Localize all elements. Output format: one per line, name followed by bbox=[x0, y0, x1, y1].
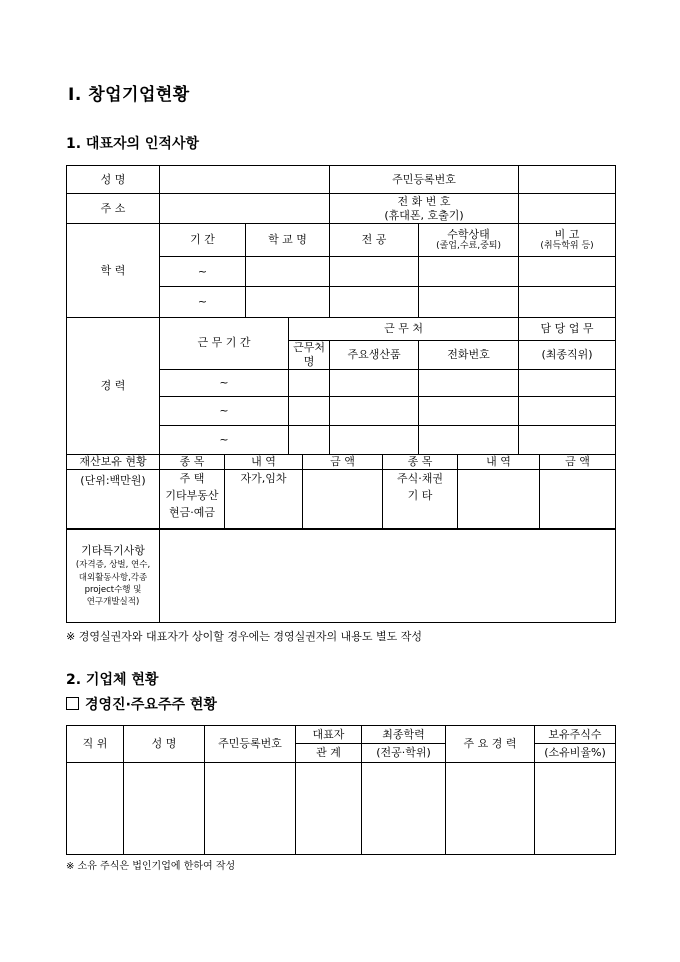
edu-col-status-text: 수학상태 bbox=[447, 227, 490, 241]
assets-table bbox=[66, 454, 616, 529]
career-duty-field[interactable] bbox=[519, 425, 616, 454]
phone-field[interactable] bbox=[519, 194, 616, 224]
edu-status-field[interactable] bbox=[419, 287, 519, 318]
assets-col-detail-left: 내 역 bbox=[225, 455, 303, 470]
mgmt-col-education: 최종학력 bbox=[362, 726, 446, 744]
mgmt-col-education-sub: (전공·학위) bbox=[362, 744, 446, 763]
career-col-workplace: 근 무 처 bbox=[289, 318, 519, 341]
edu-col-note-sub: (취득학위 등) bbox=[540, 241, 594, 252]
career-col-period: 근 무 기 간 bbox=[160, 318, 289, 370]
address-label: 주 소 bbox=[67, 194, 160, 224]
company-heading: 2. 기업체 현황 bbox=[66, 672, 159, 688]
assets-col-amount-left: 금 액 bbox=[303, 455, 383, 470]
rep-footnote: ※ 경영실권자와 대표자가 상이할 경우에는 경영실권자의 내용도 별도 작성 bbox=[66, 630, 422, 643]
assets-col-item-left: 종 목 bbox=[160, 455, 225, 470]
edu-status-field[interactable] bbox=[419, 257, 519, 287]
phone-label bbox=[330, 194, 519, 224]
other-label: 기타특기사항 bbox=[81, 543, 145, 557]
asset-item-other-real-estate: 기타부동산 bbox=[165, 489, 219, 502]
career-company-field[interactable] bbox=[289, 369, 330, 396]
edu-period-field[interactable]: ~ bbox=[160, 287, 246, 318]
id-field[interactable] bbox=[519, 166, 616, 194]
career-period-field[interactable]: ~ bbox=[160, 425, 289, 454]
career-phone-field[interactable] bbox=[419, 369, 519, 396]
edu-col-status bbox=[419, 224, 519, 257]
representative-table bbox=[66, 165, 616, 455]
mgmt-col-career: 주 요 경 력 bbox=[446, 726, 535, 763]
mgmt-id-field[interactable] bbox=[205, 763, 296, 855]
mgmt-position-field[interactable] bbox=[67, 763, 124, 855]
other-detail-line: (자격증, 상벌, 연수, bbox=[75, 560, 151, 571]
asset-item-stocks-bonds: 주식·채권 bbox=[396, 472, 443, 485]
assets-left-detail[interactable] bbox=[225, 470, 303, 529]
career-col-product: 주요생산품 bbox=[330, 341, 419, 370]
other-detail-line: 연구개발실적) bbox=[86, 597, 140, 608]
mgmt-col-shares: 보유주식수 bbox=[535, 726, 616, 744]
edu-col-status-sub: (졸업,수료,중퇴) bbox=[436, 241, 501, 252]
assets-col-detail-right: 내 역 bbox=[458, 455, 540, 470]
career-product-field[interactable] bbox=[330, 425, 419, 454]
career-col-duty: 담 당 업 무 bbox=[519, 318, 616, 341]
assets-left-items bbox=[160, 470, 225, 529]
section-title: Ⅰ. 창업기업현황 bbox=[68, 85, 190, 105]
career-label: 경 력 bbox=[67, 318, 160, 455]
education-label: 학 력 bbox=[67, 224, 160, 318]
asset-item-other: 기 타 bbox=[407, 489, 433, 502]
edu-note-field[interactable] bbox=[519, 287, 616, 318]
mgmt-shares-field[interactable] bbox=[535, 763, 616, 855]
address-field[interactable] bbox=[160, 194, 330, 224]
assets-unit: (단위:백만원) bbox=[67, 470, 160, 529]
career-col-phone: 전화번호 bbox=[419, 341, 519, 370]
mgmt-education-field[interactable] bbox=[362, 763, 446, 855]
name-label: 성 명 bbox=[67, 166, 160, 194]
company-footnote: ※ 소유 주식은 법인기업에 한하여 작성 bbox=[66, 861, 236, 872]
career-phone-field[interactable] bbox=[419, 425, 519, 454]
edu-col-school: 학 교 명 bbox=[246, 224, 330, 257]
career-duty-field[interactable] bbox=[519, 369, 616, 396]
career-company-field[interactable] bbox=[289, 396, 330, 425]
assets-left-amount[interactable] bbox=[303, 470, 383, 529]
mgmt-col-shares-sub: (소유비율%) bbox=[535, 744, 616, 763]
assets-right-amount[interactable] bbox=[540, 470, 616, 529]
name-field[interactable] bbox=[160, 166, 330, 194]
other-label-cell bbox=[67, 530, 160, 623]
edu-note-field[interactable] bbox=[519, 257, 616, 287]
assets-label: 재산보유 현황 bbox=[67, 455, 160, 470]
edu-col-note-text: 비 고 bbox=[554, 227, 580, 241]
career-company-field[interactable] bbox=[289, 425, 330, 454]
career-period-field[interactable]: ~ bbox=[160, 369, 289, 396]
assets-col-amount-right: 금 액 bbox=[540, 455, 616, 470]
mgmt-col-name: 성 명 bbox=[124, 726, 205, 763]
career-period-field[interactable]: ~ bbox=[160, 396, 289, 425]
edu-school-field[interactable] bbox=[246, 287, 330, 318]
company-subheading-wrap bbox=[66, 694, 217, 714]
company-subheading: 경영진·주요주주 현황 bbox=[85, 697, 217, 713]
edu-major-field[interactable] bbox=[330, 257, 419, 287]
other-table bbox=[66, 529, 616, 623]
phone-label-sub: (휴대폰, 호출기) bbox=[384, 208, 464, 222]
mgmt-col-position: 직 위 bbox=[67, 726, 124, 763]
career-duty-field[interactable] bbox=[519, 396, 616, 425]
edu-col-period: 기 간 bbox=[160, 224, 246, 257]
rep-heading: 1. 대표자의 인적사항 bbox=[66, 136, 199, 152]
career-phone-field[interactable] bbox=[419, 396, 519, 425]
management-table bbox=[66, 725, 616, 855]
assets-col-item-right: 종 목 bbox=[383, 455, 458, 470]
mgmt-career-field[interactable] bbox=[446, 763, 535, 855]
mgmt-name-field[interactable] bbox=[124, 763, 205, 855]
other-detail-line: project수행 및 bbox=[84, 584, 142, 595]
mgmt-col-relation-sub: 관 계 bbox=[296, 744, 362, 763]
career-product-field[interactable] bbox=[330, 369, 419, 396]
edu-col-major: 전 공 bbox=[330, 224, 419, 257]
mgmt-relation-field[interactable] bbox=[296, 763, 362, 855]
mgmt-col-id: 주민등록번호 bbox=[205, 726, 296, 763]
asset-item-cash-deposit: 현금·예금 bbox=[168, 506, 215, 519]
other-detail-line: 대외활동사항,각종 bbox=[78, 572, 148, 583]
asset-detail-own-rent: 자가,임차 bbox=[240, 472, 287, 485]
career-product-field[interactable] bbox=[330, 396, 419, 425]
asset-item-house: 주 택 bbox=[179, 472, 205, 485]
other-field[interactable] bbox=[160, 530, 616, 623]
career-col-duty-sub: (최종직위) bbox=[519, 341, 616, 370]
assets-right-items bbox=[383, 470, 458, 529]
checkbox-icon bbox=[66, 697, 79, 710]
assets-right-detail[interactable] bbox=[458, 470, 540, 529]
id-label: 주민등록번호 bbox=[330, 166, 519, 194]
mgmt-col-relation: 대표자 bbox=[296, 726, 362, 744]
edu-major-field[interactable] bbox=[330, 287, 419, 318]
edu-school-field[interactable] bbox=[246, 257, 330, 287]
career-col-company: 근무처명 bbox=[289, 341, 330, 370]
edu-period-field[interactable]: ~ bbox=[160, 257, 246, 287]
edu-col-note bbox=[519, 224, 616, 257]
phone-label-text: 전 화 번 호 bbox=[397, 194, 451, 208]
